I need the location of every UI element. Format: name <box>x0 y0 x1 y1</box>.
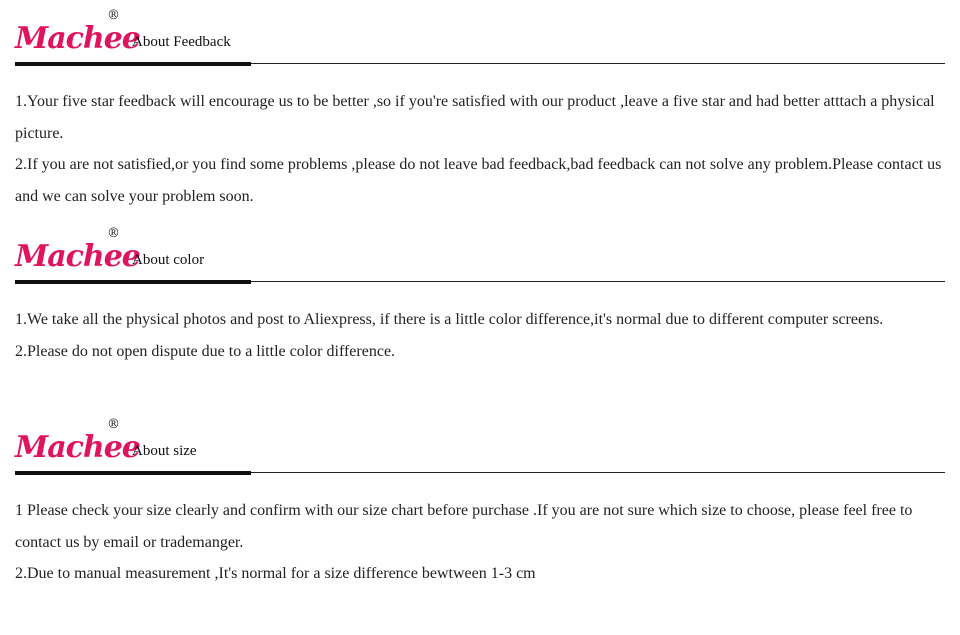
paragraph: 2.Due to manual measurement ,It's normal for a size difference bewtween 1-3 cm <box>15 565 536 582</box>
section-body <box>15 304 945 367</box>
brand-logo <box>15 8 140 62</box>
section-title: About color <box>132 252 205 268</box>
paragraph: 1.We take all the physical photos and post to Aliexpress, if there is a little color difference,it's normal due to different computer screens. <box>15 311 884 328</box>
section-body <box>15 495 945 590</box>
title-underline <box>15 62 251 66</box>
paragraph: 2.Please do not open dispute due to a little color difference. <box>15 342 396 360</box>
paragraph: 1.Your five star feedback will encourage us to be better ,so if you're satisfied with our product ,leave a five star and had better atttach a physical picture. <box>15 93 935 142</box>
section-feedback <box>15 8 945 212</box>
brand-logo-text: Machee <box>15 430 140 465</box>
title-underline <box>15 280 251 284</box>
section-color <box>15 226 945 367</box>
brand-logo <box>15 417 140 471</box>
section-title: About size <box>132 443 197 459</box>
section-size <box>15 417 945 590</box>
paragraph: 1 Please check your size clearly and confirm with our size chart before purchase .If you are not sure which size to choose, please feel free to contact us by email or trademanger. <box>15 502 913 551</box>
registered-mark: ® <box>107 417 120 432</box>
section-title: About Feedback <box>132 34 231 50</box>
brand-logo-text: Machee <box>15 239 140 274</box>
section-header <box>15 417 945 473</box>
registered-mark: ® <box>107 226 120 241</box>
paragraph: 2.If you are not satisfied,or you find some problems ,please do not leave bad feedback,bad feedback can not solve any problem.Please contact us and we can solve your problem soon. <box>15 156 942 205</box>
section-body <box>15 86 945 212</box>
registered-mark: ® <box>107 8 120 23</box>
brand-logo <box>15 226 140 280</box>
title-underline <box>15 471 251 475</box>
section-header <box>15 226 945 282</box>
section-header <box>15 8 945 64</box>
brand-logo-text: Machee <box>15 21 140 56</box>
